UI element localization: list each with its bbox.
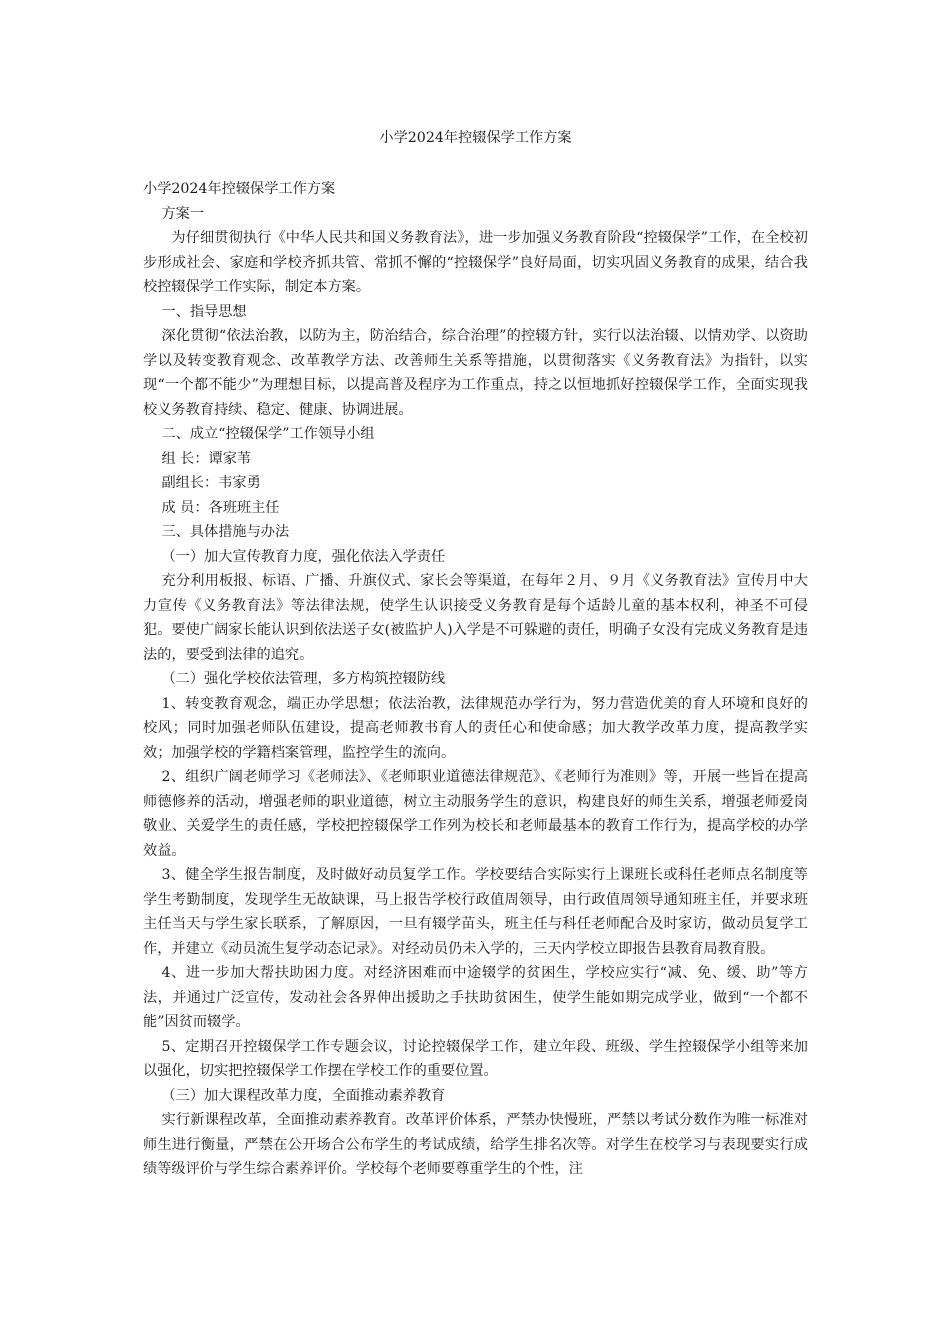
group-leader: 组 长：谭家苇 <box>161 450 252 467</box>
measure-item-4: 4、进一步加大帮扶助困力度。对经济困难而中途辍学的贫困生，学校应实行“减、免、缓、助”等方法，并通过广泛宣传，发动社会各界伸出援助之手扶助贫困生，使学生能如期完成学业，做到“一个都不能”因贫而辍学。 <box>143 965 808 1030</box>
section-heading-guiding: 一、指导思想 <box>161 303 247 320</box>
document-heading: 小学2024年控辍保学工作方案 <box>143 181 336 197</box>
measure-item-2: 2、组织广阔老师学习《老师法》、《老师职业道德法律规范》、《老师行为准则》等，开展一些旨在提高师德修养的活动，增强老师的职业道德，树立主动服务学生的意识，构建良好的师生关系，增强老师爱岗敬业、关爱学生的责任感，学校把控辍保学工作列为校长和老师最基本的教育工作行为，提高学校的办学效益。 <box>143 769 808 859</box>
publicity-paragraph: 充分利用板报、标语、广播、升旗仪式、家长会等渠道，在每年２月、９月《义务教育法》宣传月中大力宣传《义务教育法》等法律法规，使学生认识接受义务教育是每个适龄儿童的基本权利，神圣不可侵犯。要使广阔家长能认识到依法送子女(被监护人)入学是不可躲避的责任，明确子女没有完成义务教育是违法的，要受到法律的追究。 <box>143 573 808 663</box>
measure-item-1: 1、转变教育观念，端正办学思想；依法治教，法律规范办学行为，努力营造优美的育人环境和良好的校风；同时加强老师队伍建设，提高老师教书育人的责任心和使命感；加大教学改革力度，提高教学实效；加强学校的学籍档案管理，监控学生的流向。 <box>143 695 808 761</box>
scheme-label: 方案一 <box>161 205 205 222</box>
guiding-paragraph: 深化贯彻“依法治教，以防为主，防治结合，综合治理”的控辍方针，实行以法治辍、以情劝学、以资助学以及转变教育观念、改革教学方法、改善师生关系等措施，以贯彻落实《义务教育法》为指针，以实现“一个都不能少”为理想目标，以提高普及程序为工作重点，持之以恒地抓好控辍保学工作，全面实现我校义务教育持续、稳定、健康、协调进展。 <box>143 328 808 418</box>
group-deputy: 副组长：韦家勇 <box>161 475 261 491</box>
document-body <box>143 177 808 1182</box>
measure-item-5: 5、定期召开控辍保学工作专题会议，讨论控辍保学工作，建立年段、班级、学生控辍保学小组等来加以强化，切实把控辍保学工作摆在学校工作的重要位置。 <box>143 1038 808 1079</box>
document-title: 小学2024年控辍保学工作方案 <box>379 130 572 146</box>
group-members: 成 员：各班班主任 <box>161 499 280 516</box>
curriculum-paragraph: 实行新课程改革，全面推动素养教育。改革评价体系，严禁办快慢班，严禁以考试分数作为唯一标准对师生进行衡量，严禁在公开场合公布学生的考试成绩，给学生排名次等。对学生在校学习与表现要实行成绩等级评价与学生综合素养评价。学校每个老师要尊重学生的个性，注 <box>143 1112 808 1177</box>
section-heading-group: 二、成立“控辍保学”工作领导小组 <box>161 426 375 442</box>
section-heading-measures: 三、具体措施与办法 <box>161 524 290 540</box>
subsection-heading-1: （一）加大宣传教育力度，强化依法入学责任 <box>161 548 446 565</box>
subsection-heading-3: （三）加大课程改革力度，全面推动素养教育 <box>161 1087 446 1104</box>
intro-paragraph: 为仔细贯彻执行《中华人民共和国义务教育法》，进一步加强义务教育阶段“控辍保学”工作，在全校初步形成社会、家庭和学校齐抓共管、常抓不懈的“控辍保学”良好局面，切实巩固义务教育的成果，结合我校控辍保学工作实际，制定本方案。 <box>143 230 808 295</box>
subsection-heading-2: （二）强化学校依法管理，多方构筑控辍防线 <box>161 671 446 687</box>
measure-item-3: 3、健全学生报告制度，及时做好动员复学工作。学校要结合实际实行上课班长或科任老师点名制度等学生考勤制度，发现学生无故缺课，马上报告学校行政值周领导，由行政值周领导通知班主任，并要求班主任当天与学生家长联系，了解原因，一旦有辍学苗头，班主任与科任老师配合及时家访，做动员复学工作，并建立《动员流生复学动态记录》。对经动员仍未入学的，三天内学校立即报告县教育局教育股。 <box>143 867 808 957</box>
